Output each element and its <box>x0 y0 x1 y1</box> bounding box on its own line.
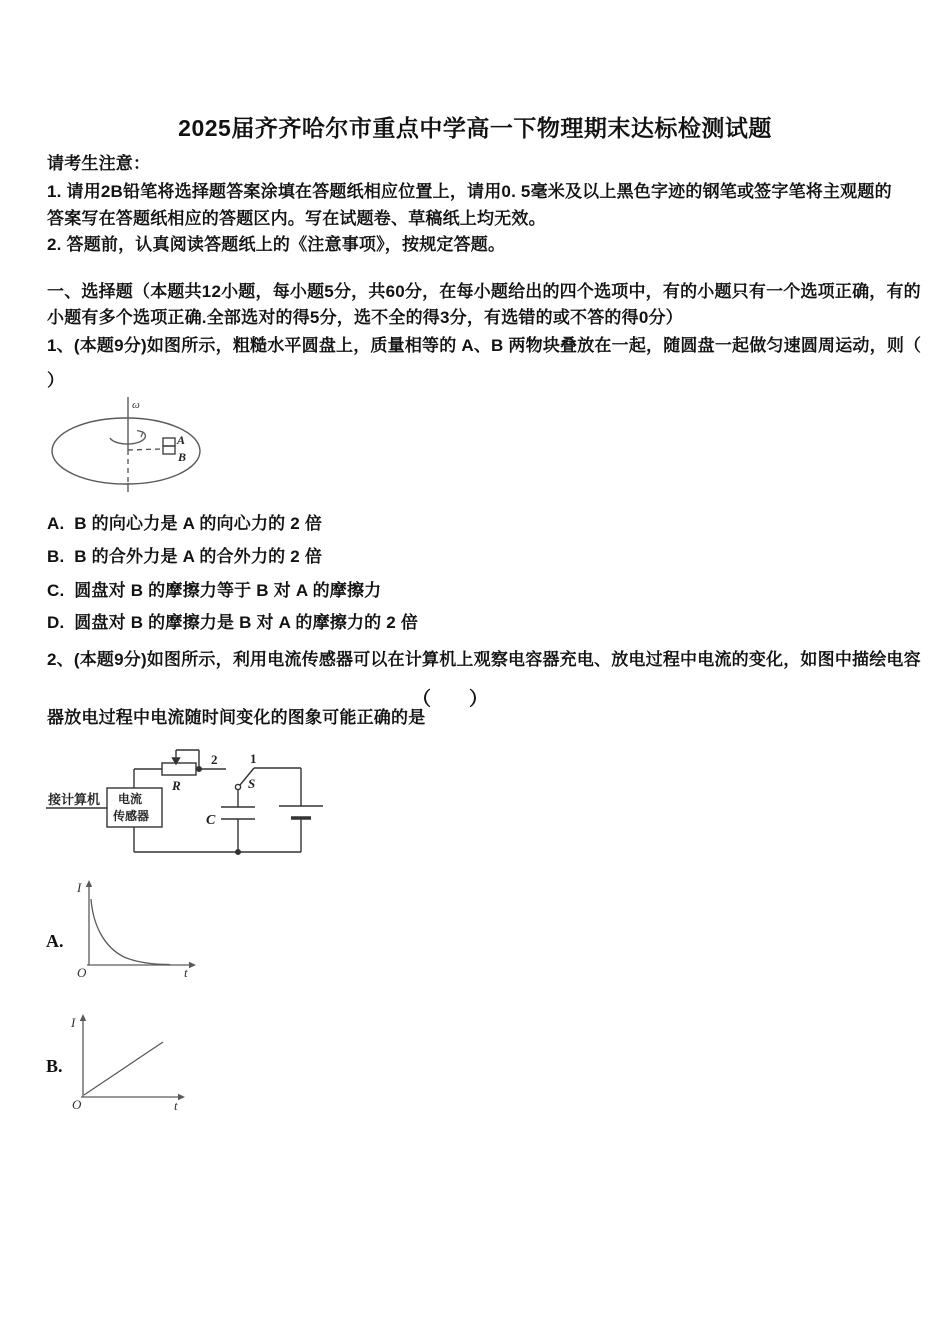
to-computer-label: 接计算机 <box>48 792 101 807</box>
q2-graph-b <box>67 1011 192 1116</box>
resistor-body <box>162 763 196 775</box>
q2-answer-blank: （ ） <box>412 689 489 710</box>
q1-stem: 1、(本题9分)如图所示，粗糙水平圆盘上，质量相等的 A、B 两物块叠放在一起，随圆盘一起做匀速圆周运动，则（ <box>47 336 922 355</box>
q2-circuit-figure <box>45 735 375 870</box>
section-header-line2: 小题有多个选项正确.全部选对的得5分，选不全的得3分，有选错的或不答的得0分） <box>47 308 683 327</box>
sensor-label-line1: 电流 <box>118 792 143 806</box>
block-B <box>163 446 175 454</box>
block-B-label: B <box>178 450 187 464</box>
switch-label: S <box>248 776 256 791</box>
q1-option-a: A. B 的向心力是 A 的向心力的 2 倍 <box>47 514 323 533</box>
q2-stem-line2: 器放电过程中电流随时间变化的图象可能正确的是 <box>47 708 426 727</box>
terminal2-label: 2 <box>211 752 218 767</box>
decay-curve <box>91 899 170 965</box>
graph-a-origin-label: O <box>77 965 87 980</box>
q1-option-b: B. B 的合外力是 A 的合外力的 2 倍 <box>47 547 323 566</box>
section-header-line1: 一、选择题（本题共12小题，每小题5分，共60分，在每小题给出的四个选项中，有的小题只有一个选项正确，有的 <box>47 282 921 301</box>
page-title: 2025届齐齐哈尔市重点中学高一下物理期末达标检测试题 <box>178 115 772 141</box>
y-axis-arrow <box>80 1014 86 1021</box>
junction-dot-2 <box>236 850 241 855</box>
notice-item1-line1: 1. 请用2B铅笔将选择题答案涂填在答题纸相应位置上，请用0. 5毫米及以上黑色字迹的钢笔或签字笔将主观题的 <box>47 182 892 201</box>
q2-graph-a <box>74 877 199 979</box>
graph-b-origin-label: O <box>72 1097 82 1112</box>
q1-disk-figure <box>46 392 216 500</box>
q2-graph-b-label: B. <box>46 1056 63 1076</box>
omega-label: ω <box>132 399 140 411</box>
q2-stem-line1: 2、(本题9分)如图所示，利用电流传感器可以在计算机上观察电容器充电、放电过程中电流的变化，如图中描绘电容 <box>47 650 921 669</box>
sensor-label-line2: 传感器 <box>113 809 150 823</box>
q1-option-d: D. 圆盘对 B 的摩擦力是 B 对 A 的摩擦力的 2 倍 <box>47 613 419 632</box>
terminal1-label: 1 <box>250 751 257 766</box>
rotation-arrowhead <box>137 431 143 438</box>
q1-stem-close-paren: ） <box>47 371 65 390</box>
q1-option-c: C. 圆盘对 B 的摩擦力等于 B 对 A 的摩擦力 <box>47 581 382 600</box>
resistor-label: R <box>172 778 181 793</box>
graph-a-x-label: t <box>184 965 188 980</box>
switch-pivot <box>235 784 240 789</box>
y-axis-arrow <box>86 880 92 887</box>
notice-heading: 请考生注意： <box>47 154 151 173</box>
x-axis-arrow <box>189 962 196 968</box>
q2-graph-a-label: A. <box>46 931 64 951</box>
graph-b-y-label: I <box>71 1015 76 1030</box>
junction-dot-1 <box>197 767 202 772</box>
notice-item1-line2: 答案写在答题纸相应的答题区内。写在试题卷、草稿纸上均无效。 <box>47 209 546 228</box>
block-A <box>163 438 175 446</box>
graph-b-x-label: t <box>174 1098 178 1113</box>
notice-item2: 2. 答题前，认真阅读答题纸上的《注意事项》，按规定答题。 <box>47 235 506 254</box>
graph-a-y-label: I <box>77 880 82 895</box>
block-A-label: A <box>177 433 186 447</box>
linear-line <box>84 1042 163 1095</box>
capacitor-label: C <box>206 813 216 828</box>
x-axis-arrow <box>178 1094 185 1100</box>
